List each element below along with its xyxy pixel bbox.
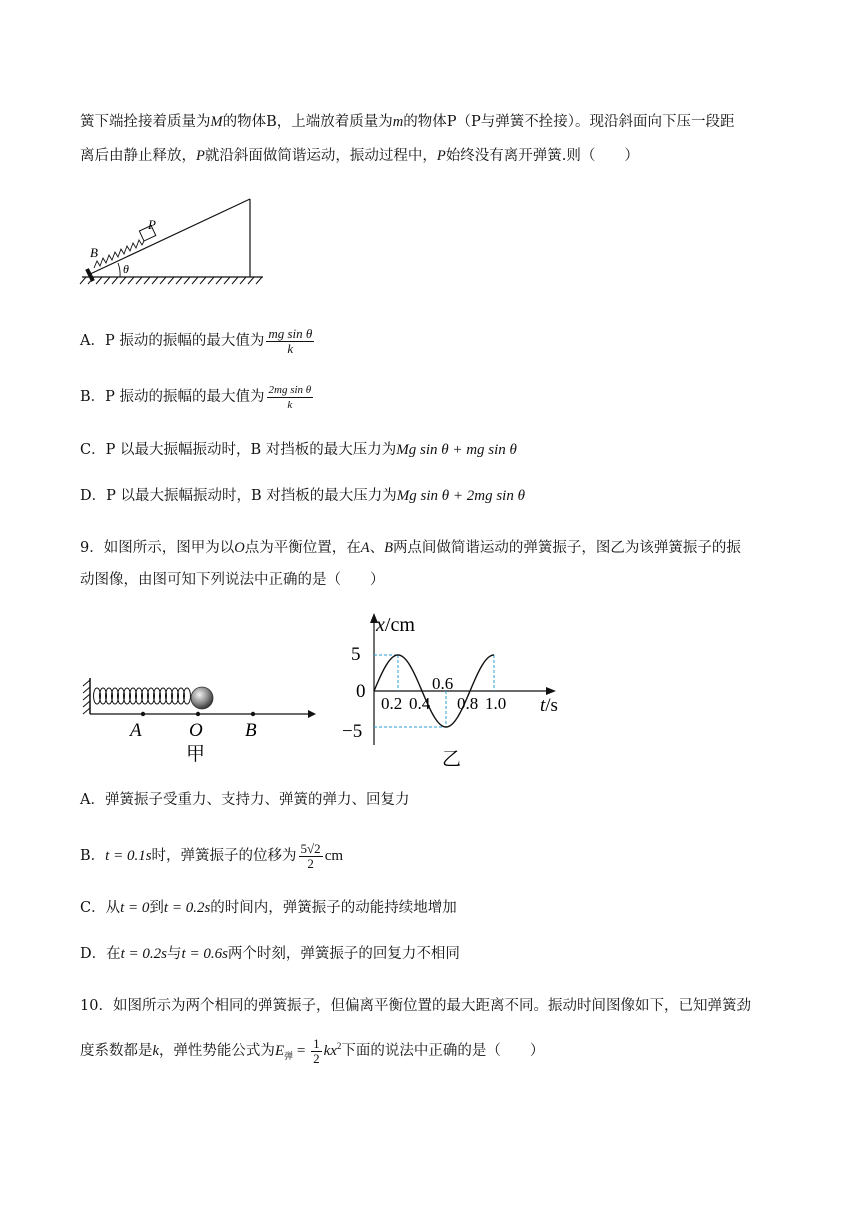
formula-kx: kx xyxy=(323,1043,337,1059)
block-plate xyxy=(87,269,93,281)
fraction-numerator: 5√2 xyxy=(300,840,321,856)
q9-option-a[interactable] xyxy=(80,790,409,810)
q8-option-b[interactable] xyxy=(80,380,315,414)
text: 离后由静止释放， xyxy=(80,148,196,164)
label-A: A xyxy=(130,720,142,741)
var-O: O xyxy=(234,540,245,556)
q8-option-d[interactable] xyxy=(80,486,525,506)
caption-yi: 乙 xyxy=(442,748,462,770)
incline-surface xyxy=(88,199,250,275)
option-c-prefix: C．从 xyxy=(80,900,121,916)
label-theta: θ xyxy=(123,262,129,276)
q8-option-c[interactable] xyxy=(80,440,517,460)
option-a-text: A．P 振动的振幅的最大值为 xyxy=(80,333,265,349)
angle-arc xyxy=(118,263,120,277)
q9-option-b[interactable] xyxy=(80,836,343,876)
wall-hatch xyxy=(83,680,90,714)
q9-option-d[interactable] xyxy=(80,944,460,964)
option-b-prefix: B． xyxy=(80,848,106,864)
option-c-text: C．P 以最大振幅振动时，B 对挡板的最大压力为 xyxy=(80,442,397,458)
q9-option-c[interactable] xyxy=(80,898,457,918)
option-d-text: 两个时刻，弹簧振子的回复力不相同 xyxy=(227,946,460,962)
text: 下面的说法中正确的是（ ） xyxy=(341,1043,545,1059)
q9-stem-line2 xyxy=(80,570,385,590)
spring-coils xyxy=(94,688,191,704)
fraction-numerator: 2mg sin θ xyxy=(268,383,312,396)
x-axis-label: t/s xyxy=(540,695,558,716)
fraction-numerator: mg sin θ xyxy=(268,325,313,341)
axis-arrow-icon xyxy=(308,710,316,718)
ball xyxy=(191,687,213,709)
formula-subscript: 弹 xyxy=(284,1052,294,1062)
option-c-text: 的时间内，弹簧振子的动能持续地增加 xyxy=(210,900,457,916)
q10-stem-line1 xyxy=(80,996,751,1016)
option-b-formula: t = 0.1s xyxy=(105,848,152,864)
text: 、 xyxy=(369,540,385,556)
var-k: k xyxy=(152,1043,159,1059)
y-axis-label: x/cm xyxy=(376,614,415,636)
q9-spring-oscillator-figure xyxy=(70,668,320,768)
x-tick-0.8: 0.8 xyxy=(457,694,479,713)
q8-stem-line1 xyxy=(80,112,735,132)
label-O: O xyxy=(189,720,203,741)
label-B: B xyxy=(245,720,257,741)
point-A xyxy=(141,712,145,716)
option-d-text: 与 xyxy=(167,946,182,962)
option-a-text: A．弹簧振子受重力、支持力、弹簧的弹力、回复力 xyxy=(80,792,410,808)
option-b-fraction xyxy=(299,842,323,871)
x-tick-0.2: 0.2 xyxy=(381,694,403,713)
text: 两点间做简谐运动的弹簧振子，图乙为该弹簧振子的振 xyxy=(392,540,741,556)
x-axis-arrow-icon xyxy=(546,687,556,695)
q8-incline-figure xyxy=(78,195,268,285)
x-tick-0.4: 0.4 xyxy=(409,694,431,713)
text: 的物体B，上端放着质量为 xyxy=(222,114,393,130)
y-tick-neg5: −5 xyxy=(342,721,363,742)
option-b-unit: cm xyxy=(324,848,344,864)
option-c-formula-2: t = 0.2s xyxy=(163,900,211,916)
fraction-denominator: k xyxy=(287,340,294,356)
x-tick-1.0: 1.0 xyxy=(485,694,507,713)
formula-fraction xyxy=(311,1037,322,1066)
option-a-fraction xyxy=(266,327,314,356)
text: 动图像，由图可知下列说法中正确的是（ ） xyxy=(80,572,385,588)
var-M: M xyxy=(210,114,223,130)
q8-option-a[interactable] xyxy=(80,324,316,358)
label-P: P xyxy=(148,217,156,232)
option-d-text: D．P 以最大振幅振动时，B 对挡板的最大压力为 xyxy=(80,488,397,504)
q9-displacement-time-graph xyxy=(336,605,576,775)
fraction-denominator: 2 xyxy=(307,855,314,871)
point-B xyxy=(251,712,255,716)
text: 的物体P（P与弹簧不拴接）。现沿斜面向下压一段距 xyxy=(403,114,735,130)
y-axis-unit: /cm xyxy=(384,614,415,636)
q9-stem-line1 xyxy=(80,538,741,558)
option-c-text: 到 xyxy=(149,900,164,916)
formula-equals: = xyxy=(293,1043,310,1059)
text: 点为平衡位置，在 xyxy=(244,540,361,556)
option-d-formula-1: t = 0.2s xyxy=(120,946,168,962)
fraction-denominator: k xyxy=(287,398,293,411)
ground-hatch xyxy=(80,277,262,284)
q8-stem-line2 xyxy=(80,146,639,166)
text: 始终没有离开弹簧.则（ ） xyxy=(445,148,639,164)
var-A: A xyxy=(360,540,370,556)
point-O xyxy=(196,712,200,716)
caption-jia: 甲 xyxy=(186,743,206,765)
text: 就沿斜面做简谐运动，振动过程中， xyxy=(204,148,437,164)
var-P: P xyxy=(436,148,446,164)
spring-coil xyxy=(94,240,144,268)
text: ，弹性势能公式为 xyxy=(158,1043,275,1059)
option-b-text: B．P 振动的振幅的最大值为 xyxy=(80,389,265,405)
option-d-formula: Mg sin θ + 2mg sin θ xyxy=(396,488,525,504)
text: 9．如图所示，图甲为以 xyxy=(80,540,235,556)
var-m: m xyxy=(392,114,404,130)
option-b-text: 时，弹簧振子的位移为 xyxy=(151,848,297,864)
y-tick-5: 5 xyxy=(351,644,361,665)
text: 10．如图所示为两个相同的弹簧振子，但偏离平衡位置的最大距离不同。振动时间图像如下，已知弹簧劲 xyxy=(80,998,751,1014)
formula-E: E xyxy=(274,1043,285,1059)
elastic-energy-formula xyxy=(274,1036,342,1067)
fraction-denominator: 2 xyxy=(313,1051,320,1067)
var-B: B xyxy=(384,540,393,556)
label-B: B xyxy=(90,245,98,260)
text: 簧下端拴接着质量为 xyxy=(80,114,211,130)
option-b-fraction xyxy=(267,383,314,412)
q10-stem-line2 xyxy=(80,1026,544,1077)
text: 度系数都是 xyxy=(80,1043,153,1059)
fraction-numerator: 1 xyxy=(313,1036,320,1052)
x-tick-0.6: 0.6 xyxy=(432,674,454,693)
option-d-prefix: D．在 xyxy=(80,946,121,962)
var-P: P xyxy=(196,148,205,164)
y-tick-0: 0 xyxy=(356,681,366,702)
formula-superscript: 2 xyxy=(336,1041,342,1051)
option-c-formula-1: t = 0 xyxy=(120,900,150,916)
option-d-formula-2: t = 0.6s xyxy=(181,946,228,962)
option-c-formula: Mg sin θ + mg sin θ xyxy=(396,442,517,458)
